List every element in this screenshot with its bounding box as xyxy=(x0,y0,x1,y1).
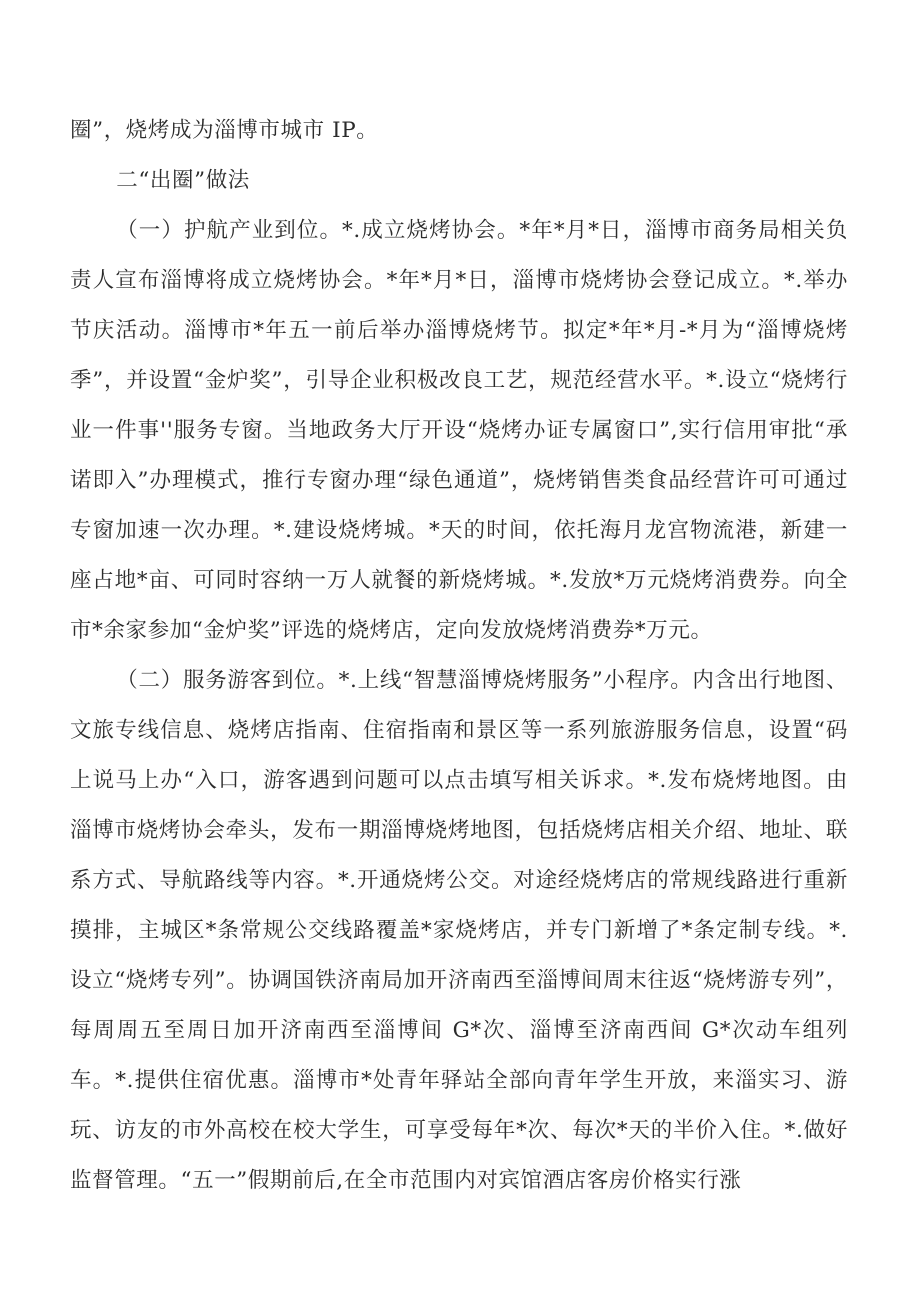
paragraph-continuation-ip: 圈”，烧烤成为淄博市城市 IP。 xyxy=(70,118,379,143)
document-text-body xyxy=(70,106,848,1206)
paragraph-section-two: （二）服务游客到位。*.上线“智慧淄博烧烤服务”小程序。内含出行地图、文旅专线信息、烧烤店指南、住宿指南和景区等一系列旅游服务信息，设置“码上说马上办“入口，游客遇到问题可以点击填写相关诉求。*.发布烧烤地图。由淄博市烧烤协会牵头，发布一期淄博烧烤地图，包括烧烤店相关介绍、地址、联系方式、导航路线等内容。*.开通烧烤公交。对途经烧烤店的常规线路进行重新摸排，主城区*条常规公交线路覆盖*家烧烤店，并专门新增了*条定制专线。*.设立“烧烤专列”。协调国铁济南局加开济南西至淄博间周末往返“烧烤游专列”，每周周五至周日加开济南西至淄博间 G*次、淄博至济南西间 G*次动车组列车。*.提供住宿优惠。淄博市*处青年驿站全部向青年学生开放，来淄实习、游玩、访友的市外高校在校大学生，可享受每年*次、每次*天的半价入住。*.做好监督管理。“五一”假期前后,在全市范围内对宾馆酒店客房价格实行涨 xyxy=(70,668,848,1193)
section-heading-two: 二“出圈”做法 xyxy=(116,168,250,193)
paragraph-section-one: （一）护航产业到位。*.成立烧烤协会。*年*月*日，淄博市商务局相关负责人宣布淄博将成立烧烤协会。*年*月*日，淄博市烧烤协会登记成立。*.举办节庆活动。淄博市*年五一前后举办淄博烧烤节。拟定*年*月-*月为“淄博烧烤季”，并设置“金炉奖”，引导企业积极改良工艺，规范经营水平。*.设立“烧烤行业一件事''服务专窗。当地政务大厅开设“烧烤办证专属窗口”,实行信用审批“承诺即入”办理模式，推行专窗办理“绿色通道”，烧烤销售类食品经营许可可通过专窗加速一次办理。*.建设烧烤城。*天的时间，依托海月龙宫物流港，新建一座占地*亩、可同时容纳一万人就餐的新烧烤城。*.发放*万元烧烤消费券。向全市*余家参加“金炉奖”评选的烧烤店，定向发放烧烤消费券*万元。 xyxy=(70,218,848,643)
